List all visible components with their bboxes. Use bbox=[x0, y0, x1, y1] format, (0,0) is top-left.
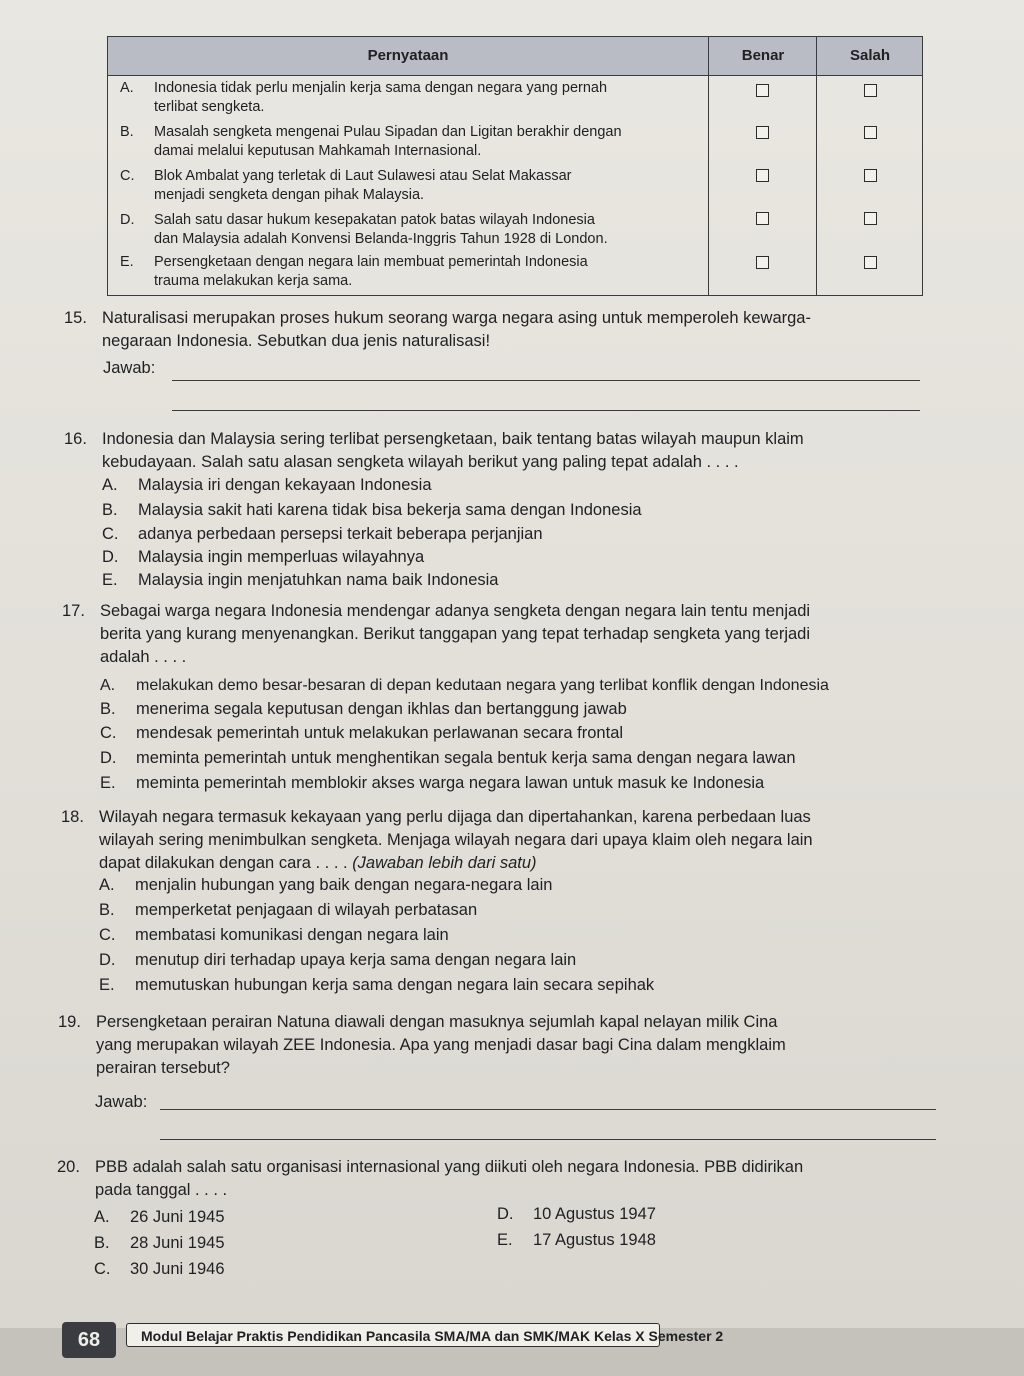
checkbox-benar-e[interactable] bbox=[756, 256, 769, 269]
question-15 bbox=[64, 307, 944, 357]
stem-line: Naturalisasi merupakan proses hukum seorang warga negara asing untuk memperoleh kewarga- bbox=[102, 309, 811, 327]
stem-line: negaraan Indonesia. Sebutkan dua jenis naturalisasi! bbox=[102, 332, 491, 350]
checkbox-benar-b[interactable] bbox=[756, 126, 769, 139]
header-benar: Benar bbox=[708, 37, 817, 75]
stem-line: adalah . . . . bbox=[100, 648, 187, 666]
question-number: 15. bbox=[64, 309, 87, 327]
option-c[interactable] bbox=[94, 1258, 225, 1281]
row-letter: E. bbox=[120, 254, 134, 270]
question-stem bbox=[102, 307, 811, 353]
answer-line[interactable] bbox=[172, 380, 920, 381]
question-number: 19. bbox=[58, 1013, 81, 1031]
option-d[interactable] bbox=[100, 747, 796, 770]
option-letter: E. bbox=[99, 976, 115, 994]
stem-line: kebudayaan. Salah satu alasan sengketa wilayah berikut yang paling tepat adalah . . . . bbox=[102, 453, 739, 471]
statement-line: menjadi sengketa dengan pihak Malaysia. bbox=[154, 187, 425, 203]
question-stem bbox=[99, 806, 813, 875]
column-divider bbox=[816, 37, 817, 295]
option-c[interactable] bbox=[100, 722, 623, 745]
stem-line: berita yang kurang menyenangkan. Berikut tanggapan yang tepat terhadap sengketa yang terjadi bbox=[100, 625, 810, 643]
stem-line: Sebagai warga negara Indonesia mendengar adanya sengketa dengan negara lain tentu menjadi bbox=[100, 602, 811, 620]
checkbox-salah-a[interactable] bbox=[864, 84, 877, 97]
option-text: 17 Agustus 1948 bbox=[533, 1231, 656, 1249]
table-row bbox=[108, 165, 708, 209]
option-e[interactable] bbox=[497, 1229, 656, 1252]
table-row bbox=[108, 77, 708, 121]
row-statement bbox=[154, 211, 702, 249]
row-letter: D. bbox=[120, 212, 135, 228]
option-text: melakukan demo besar-besaran di depan kedutaan negara yang terlibat konflik dengan Indonesia bbox=[136, 677, 829, 694]
checkbox-benar-a[interactable] bbox=[756, 84, 769, 97]
checkbox-salah-d[interactable] bbox=[864, 212, 877, 225]
row-statement bbox=[154, 167, 702, 205]
statement-line: Indonesia tidak perlu menjalin kerja sama dengan negara yang pernah bbox=[154, 80, 608, 96]
option-text: mendesak pemerintah untuk melakukan perlawanan secara frontal bbox=[136, 724, 624, 742]
option-letter: A. bbox=[94, 1208, 110, 1226]
row-letter: A. bbox=[120, 80, 134, 96]
option-text: membatasi komunikasi dengan negara lain bbox=[135, 926, 449, 944]
option-letter: B. bbox=[99, 901, 115, 919]
option-text: Malaysia sakit hati karena tidak bisa bekerja sama dengan Indonesia bbox=[138, 501, 642, 519]
option-text: menerima segala keputusan dengan ikhlas dan bertanggung jawab bbox=[136, 700, 627, 718]
option-letter: E. bbox=[100, 774, 116, 792]
option-b[interactable] bbox=[99, 899, 477, 922]
header-pernyataan: Pernyataan bbox=[367, 47, 449, 64]
stem-line: PBB adalah salah satu organisasi internasional yang diikuti oleh negara Indonesia. PBB didirikan bbox=[95, 1158, 804, 1176]
option-b[interactable] bbox=[100, 698, 627, 721]
option-text: 30 Juni 1946 bbox=[130, 1260, 225, 1278]
option-letter: E. bbox=[102, 571, 118, 589]
question-18 bbox=[61, 806, 941, 878]
footer-title: Modul Belajar Praktis Pendidikan Pancasila SMA/MA dan SMK/MAK Kelas X Semester 2 bbox=[126, 1323, 660, 1347]
true-false-table bbox=[107, 36, 923, 296]
option-e[interactable] bbox=[100, 772, 764, 795]
option-text: menjalin hubungan yang baik dengan negara-negara lain bbox=[135, 876, 553, 894]
option-c[interactable] bbox=[99, 924, 449, 947]
option-text: meminta pemerintah memblokir akses warga negara lawan untuk masuk ke Indonesia bbox=[136, 774, 765, 792]
checkbox-salah-c[interactable] bbox=[864, 169, 877, 182]
option-letter: B. bbox=[102, 501, 118, 519]
stem-line: perairan tersebut? bbox=[96, 1059, 230, 1077]
option-d[interactable] bbox=[497, 1203, 656, 1226]
checkbox-benar-c[interactable] bbox=[756, 169, 769, 182]
checkbox-salah-e[interactable] bbox=[864, 256, 877, 269]
table-row bbox=[108, 121, 708, 165]
stem-line: wilayah sering menimbulkan sengketa. Menjaga wilayah negara dari upaya klaim oleh negara lain bbox=[99, 831, 813, 849]
option-d[interactable] bbox=[99, 949, 576, 972]
stem-line: Persengketaan perairan Natuna diawali dengan masuknya sejumlah kapal nelayan milik Cina bbox=[96, 1013, 778, 1031]
option-b[interactable] bbox=[102, 499, 642, 522]
option-letter: B. bbox=[100, 700, 116, 718]
checkbox-benar-d[interactable] bbox=[756, 212, 769, 225]
question-16 bbox=[64, 428, 944, 478]
stem-line bbox=[99, 852, 813, 875]
option-letter: C. bbox=[102, 525, 119, 543]
option-text: adanya perbedaan persepsi terkait beberapa perjanjian bbox=[138, 525, 543, 543]
statement-line: Salah satu dasar hukum kesepakatan patok batas wilayah Indonesia bbox=[154, 212, 595, 228]
checkbox-salah-b[interactable] bbox=[864, 126, 877, 139]
option-letter: C. bbox=[94, 1260, 111, 1278]
option-text: 28 Juni 1945 bbox=[130, 1234, 225, 1252]
question-stem bbox=[100, 600, 810, 669]
option-e[interactable] bbox=[99, 974, 654, 997]
question-17 bbox=[62, 600, 942, 672]
option-letter: A. bbox=[102, 476, 118, 494]
option-letter: E. bbox=[497, 1231, 513, 1249]
table-header bbox=[108, 37, 922, 76]
option-text: menutup diri terhadap upaya kerja sama dengan negara lain bbox=[135, 951, 577, 969]
answer-label: Jawab: bbox=[95, 1093, 148, 1111]
row-letter: B. bbox=[120, 124, 134, 140]
option-letter: C. bbox=[99, 926, 116, 944]
answer-line[interactable] bbox=[172, 410, 920, 411]
option-b[interactable] bbox=[94, 1232, 225, 1255]
option-text: memutuskan hubungan kerja sama dengan negara lain secara sepihak bbox=[135, 976, 655, 994]
page-number: 68 bbox=[62, 1322, 116, 1358]
statement-line: Persengketaan dengan negara lain membuat pemerintah Indonesia bbox=[154, 254, 588, 270]
row-statement bbox=[154, 123, 702, 161]
answer-note: (Jawaban lebih dari satu) bbox=[352, 854, 537, 872]
option-a[interactable] bbox=[94, 1206, 225, 1229]
question-number: 16. bbox=[64, 430, 87, 448]
question-number: 17. bbox=[62, 602, 85, 620]
option-d[interactable] bbox=[102, 546, 424, 569]
option-a[interactable] bbox=[102, 474, 432, 497]
question-number: 18. bbox=[61, 808, 84, 826]
option-text: Malaysia ingin menjatuhkan nama baik Indonesia bbox=[138, 571, 499, 589]
statement-line: Blok Ambalat yang terletak di Laut Sulawesi atau Selat Makassar bbox=[154, 168, 572, 184]
question-stem bbox=[102, 428, 804, 474]
option-text: memperketat penjagaan di wilayah perbatasan bbox=[135, 901, 478, 919]
option-text: 26 Juni 1945 bbox=[130, 1208, 225, 1226]
option-text: Malaysia ingin memperluas wilayahnya bbox=[138, 548, 425, 566]
option-letter: C. bbox=[100, 724, 117, 742]
statement-line: Masalah sengketa mengenai Pulau Sipadan dan Ligitan berakhir dengan bbox=[154, 124, 622, 140]
answer-line[interactable] bbox=[160, 1139, 936, 1140]
option-e[interactable] bbox=[102, 569, 498, 592]
option-letter: D. bbox=[99, 951, 116, 969]
question-20 bbox=[57, 1156, 947, 1206]
table-row bbox=[108, 209, 708, 253]
row-statement bbox=[154, 79, 702, 117]
stem-line: yang merupakan wilayah ZEE Indonesia. Apa yang menjadi dasar bagi Cina dalam mengklaim bbox=[96, 1036, 786, 1054]
option-a[interactable] bbox=[100, 674, 829, 697]
option-letter: A. bbox=[100, 677, 116, 694]
option-letter: B. bbox=[94, 1234, 110, 1252]
option-letter: D. bbox=[100, 749, 117, 767]
option-a[interactable] bbox=[99, 874, 552, 897]
statement-line: dan Malaysia adalah Konvensi Belanda-Inggris Tahun 1928 di London. bbox=[154, 231, 608, 247]
option-c[interactable] bbox=[102, 523, 543, 546]
statement-line: damai melalui keputusan Mahkamah Internasional. bbox=[154, 143, 482, 159]
question-number: 20. bbox=[57, 1158, 80, 1176]
header-salah: Salah bbox=[816, 37, 923, 75]
stem-line: Indonesia dan Malaysia sering terlibat persengketaan, baik tentang batas wilayah maupun klaim bbox=[102, 430, 804, 448]
option-text: Malaysia iri dengan kekayaan Indonesia bbox=[138, 476, 432, 494]
answer-line[interactable] bbox=[160, 1109, 936, 1110]
answer-label: Jawab: bbox=[103, 359, 156, 377]
statement-line: trauma melakukan kerja sama. bbox=[154, 273, 353, 289]
question-stem bbox=[96, 1011, 786, 1080]
table-row bbox=[108, 251, 708, 295]
stem-line: Wilayah negara termasuk kekayaan yang perlu dijaga dan dipertahankan, karena perbedaan luas bbox=[99, 808, 811, 826]
statement-line: terlibat sengketa. bbox=[154, 99, 265, 115]
question-19 bbox=[58, 1011, 948, 1083]
column-divider bbox=[708, 37, 709, 295]
row-statement bbox=[154, 253, 702, 291]
option-letter: D. bbox=[497, 1205, 514, 1223]
question-stem bbox=[95, 1156, 803, 1202]
option-text: meminta pemerintah untuk menghentikan segala bentuk kerja sama dengan negara lawan bbox=[136, 749, 796, 767]
stem-line: pada tanggal . . . . bbox=[95, 1181, 228, 1199]
stem-text: dapat dilakukan dengan cara . . . . bbox=[99, 854, 348, 872]
option-letter: D. bbox=[102, 548, 119, 566]
option-letter: A. bbox=[99, 876, 115, 894]
row-letter: C. bbox=[120, 168, 135, 184]
option-text: 10 Agustus 1947 bbox=[533, 1205, 656, 1223]
